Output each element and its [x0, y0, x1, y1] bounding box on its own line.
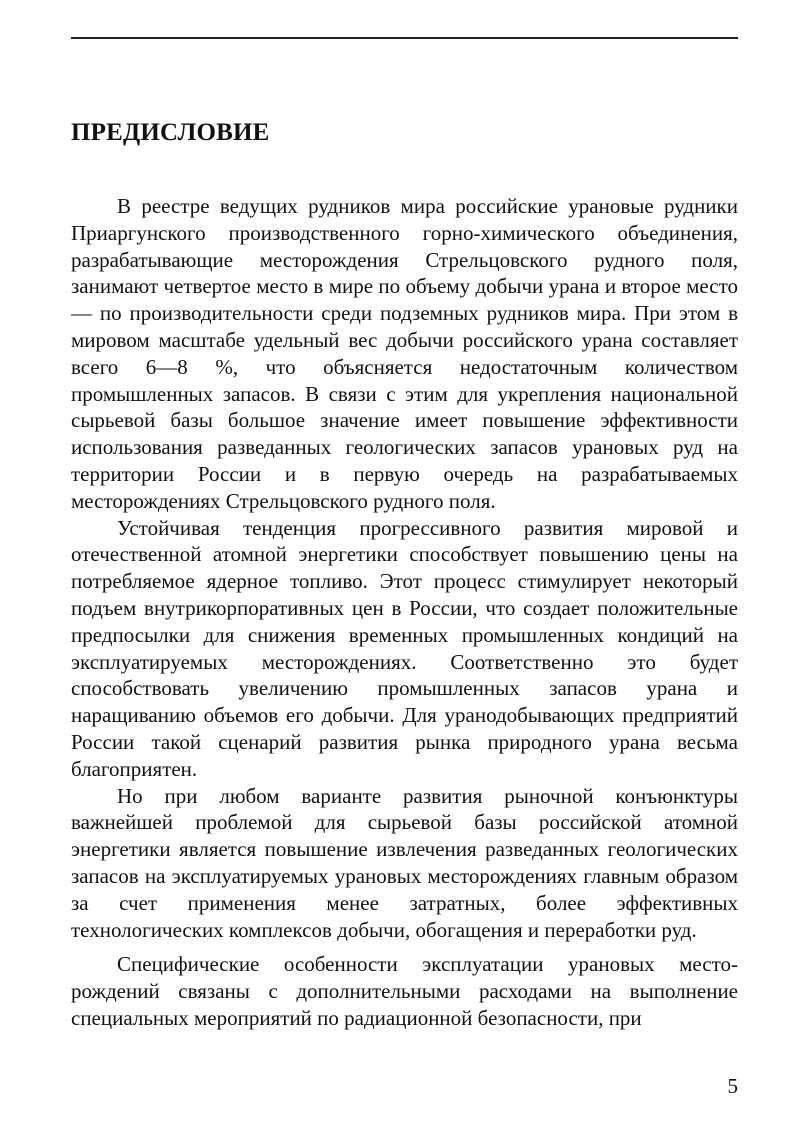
page-number: 5: [727, 1074, 738, 1098]
paragraph-3: Но при любом варианте развития рыночной конъюнктуры важнейшей проблемой для сырьевой базы российской атомной энергетики является повышение извлечения разведанных геологических запасов на эксплуатируемых урановых месторождениях главным образом за счет применения менее затратных, более эффективных технологических комплексов добычи, обогащения и переработки руд.: [71, 783, 738, 942]
header-rule: [71, 37, 738, 39]
paragraph-2: Устойчивая тенденция прогрессивного развития мировой и отечественной атомной энергетики способствует повышению цены на потребляемое ядерное топливо. Этот процесс стимулирует некоторый подъем внутрикорпоративных цен в России, что создает положительные предпосылки для снижения временных промышленных кондиций на эксплуатируемых месторождениях. Соответственно это будет способствовать увеличению промышленных запасов урана и наращиванию объемов его добычи. Для уранодобывающих предприятий России такой сценарий развития рынка природного урана весьма благоприятен.: [71, 515, 738, 781]
chapter-heading: ПРЕДИСЛОВИЕ: [71, 119, 270, 146]
body-text: [71, 193, 738, 1032]
paragraph-1: В реестре ведущих рудников мира российские урановые рудники Приаргунского производственного горно-химического объединения, разрабатывающие месторождения Стрельцовского рудного поля, занимают четвертое место в мире по объему добычи урана и второе место — по производительности среди подземных рудников мира. При этом в мировом масштабе удельный вес добычи российского урана составляет всего 6—8 %, что объясняется недостаточным количеством промышленных запасов. В связи с этим для укрепления национальной сырьевой базы большое значение имеет повышение эффективности использования разведанных геологических запасов урановых руд на территории России и в первую очередь на разрабатываемых месторождениях Стрельцовского рудного поля.: [71, 194, 738, 513]
paragraph-4: Специфические особенности эксплуатации урановых месторождений связаны с дополнительными расходами на выполнение специальных мероприятий по радиационной безопасности, при: [71, 952, 738, 1030]
